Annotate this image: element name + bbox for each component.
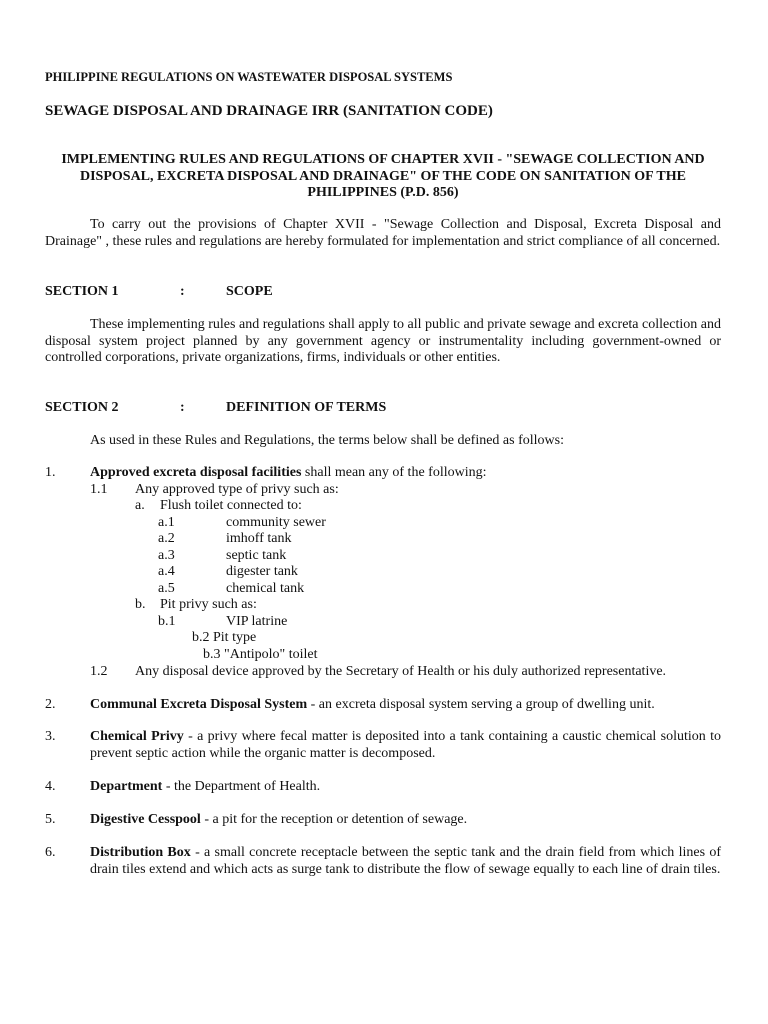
- definition-rest: - a pit for the reception or detention of sewage.: [200, 812, 468, 827]
- section-colon: :: [180, 284, 185, 299]
- definition-number: 3.: [45, 729, 56, 744]
- definition-term: Chemical Privy: [90, 729, 184, 744]
- definition-rest: - a small concrete receptacle between the septic tank and the drain field from which lines of drain tiles extend and which acts as surge tank to distribute the flow of sewage equally to each line of drain tiles.: [90, 845, 721, 877]
- list-code: a.4: [158, 564, 175, 579]
- definition-text: [90, 812, 467, 828]
- list-code: a.2: [158, 531, 175, 546]
- subitem-text: Any approved type of privy such as:: [135, 482, 339, 497]
- list-letter: a.: [135, 498, 145, 513]
- definition-term: Approved excreta disposal facilities: [90, 465, 302, 480]
- subitem-number: 1.1: [90, 482, 108, 497]
- definition-text: [90, 779, 320, 795]
- section-colon: :: [180, 400, 185, 415]
- list-code: a.3: [158, 548, 175, 563]
- section-title: SCOPE: [226, 284, 273, 299]
- definition-number: 5.: [45, 812, 56, 827]
- list-letter-text: Pit privy such as:: [160, 597, 257, 612]
- list-item-text: chemical tank: [226, 581, 305, 596]
- list-letter-text: Flush toilet connected to:: [160, 498, 302, 513]
- definition-number: 4.: [45, 779, 56, 794]
- list-item-text: digester tank: [226, 564, 298, 579]
- definition-text: [90, 729, 721, 762]
- subitem-text: Any disposal device approved by the Secretary of Health or his duly authorized representative.: [135, 664, 667, 679]
- scope-paragraph: These implementing rules and regulations shall apply to all public and private sewage and excreta collection and disposal system project planned by any government agency or instrumentality including government-owned or controlled corporations, private organizations, firms, individuals or other entities.: [45, 317, 721, 365]
- section-label: SECTION 2: [45, 400, 119, 415]
- definition-number: 2.: [45, 697, 56, 712]
- list-item-text: b.3 "Antipolo" toilet: [203, 647, 318, 662]
- list-code: b.1: [158, 614, 176, 629]
- definition-rest: shall mean any of the following:: [301, 465, 487, 480]
- list-code: a.5: [158, 581, 175, 596]
- definition-rest: - a privy where fecal matter is deposited into a tank containing a caustic chemical solution to prevent septic action while the organic matter is decomposed.: [90, 729, 721, 761]
- definitions-intro: As used in these Rules and Regulations, the terms below shall be defined as follows:: [90, 433, 564, 448]
- document-main-title: SEWAGE DISPOSAL AND DRAINAGE IRR (SANITATION CODE): [45, 103, 493, 119]
- definition-text: [90, 465, 487, 481]
- definition-term: Department: [90, 779, 163, 794]
- list-letter: b.: [135, 597, 146, 612]
- definition-term: Digestive Cesspool: [90, 812, 201, 827]
- definition-term: Distribution Box: [90, 845, 191, 860]
- section-label: SECTION 1: [45, 284, 119, 299]
- list-item-text: septic tank: [226, 548, 287, 563]
- list-item-text: b.2 Pit type: [192, 630, 257, 645]
- definition-term: Communal Excreta Disposal System: [90, 697, 308, 712]
- definition-rest: - the Department of Health.: [162, 779, 321, 794]
- definition-number: 1.: [45, 465, 56, 480]
- definition-text: [90, 697, 655, 713]
- subitem-number: 1.2: [90, 664, 108, 679]
- definition-number: 6.: [45, 845, 56, 860]
- list-item-text: community sewer: [226, 515, 326, 530]
- list-item-text: VIP latrine: [226, 614, 288, 629]
- intro-paragraph: To carry out the provisions of Chapter XVII - "Sewage Collection and Disposal, Excreta Disposal and Drainage" , these rules and regulations are hereby formulated for implementation and strict compliance of all concerned.: [45, 217, 721, 249]
- list-code: a.1: [158, 515, 175, 530]
- definition-rest: - an excreta disposal system serving a group of dwelling unit.: [307, 697, 655, 712]
- document-small-title: PHILIPPINE REGULATIONS ON WASTEWATER DISPOSAL SYSTEMS: [45, 70, 453, 84]
- irr-heading: IMPLEMENTING RULES AND REGULATIONS OF CHAPTER XVII - "SEWAGE COLLECTION AND DISPOSAL, EXCRETA DISPOSAL AND DRAINAGE" OF THE CODE ON SANITATION OF THE PHILIPPINES (P.D. 856): [61, 152, 705, 200]
- section-title: DEFINITION OF TERMS: [226, 400, 387, 415]
- definition-text: [90, 845, 721, 878]
- list-item-text: imhoff tank: [226, 531, 292, 546]
